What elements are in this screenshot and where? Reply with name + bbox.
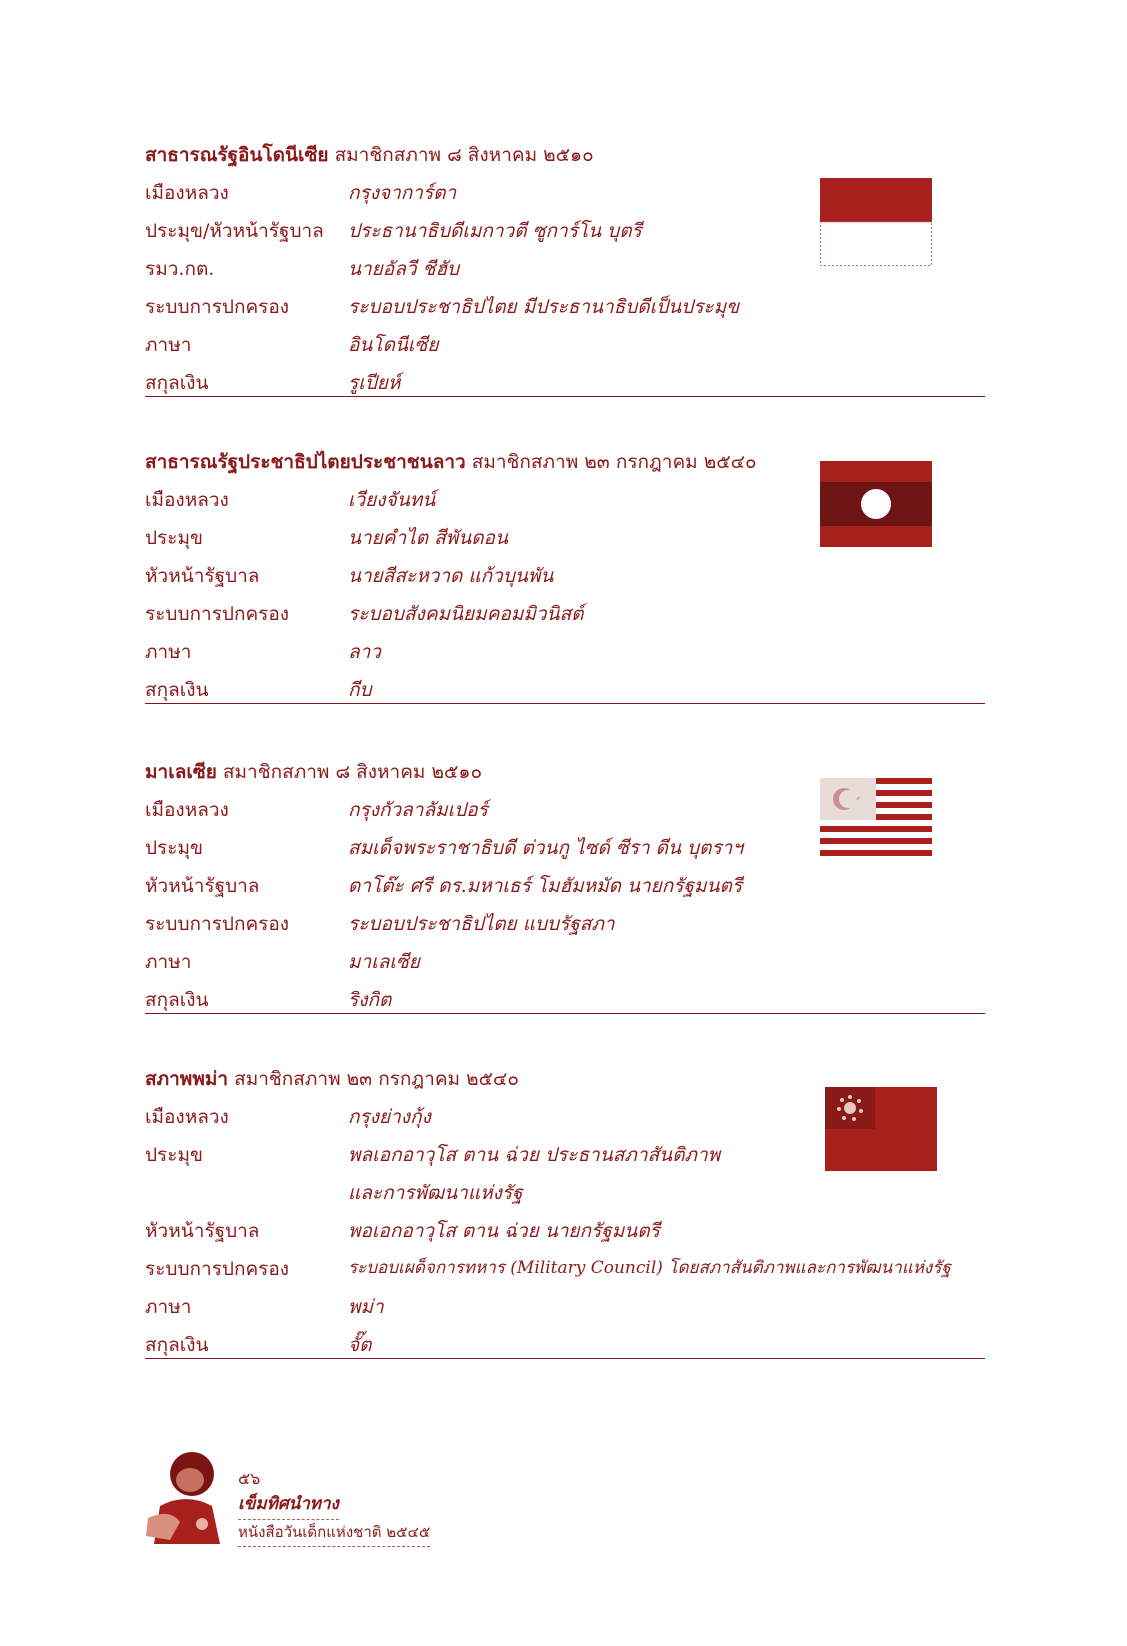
row-label: ประมุข	[145, 1144, 203, 1166]
myanmar-flag-icon	[825, 1087, 937, 1171]
section-divider	[145, 703, 985, 704]
row-label: ภาษา	[145, 334, 192, 356]
row-value: ประธานาธิบดีเมกาวตี ซูการ์โน บุตรี	[348, 220, 642, 242]
row-label: ประมุข	[145, 527, 203, 549]
book-subtitle: หนังสือวันเด็กแห่งชาติ ๒๕๔๕	[238, 1520, 430, 1547]
row-value: พม่า	[348, 1296, 384, 1318]
row-value: กรุงย่างกุ้ง	[348, 1106, 431, 1128]
row-label: สกุลเงิน	[145, 989, 209, 1011]
row-value: ระบอบสังคมนิยมคอมมิวนิสต์	[348, 603, 584, 625]
row-label: เมืองหลวง	[145, 799, 229, 821]
row-label: รมว.กต.	[145, 258, 215, 280]
child-illustration-icon	[140, 1448, 230, 1546]
country-name: สาธารณรัฐอินโดนีเซีย	[145, 144, 329, 166]
section-divider	[145, 396, 985, 397]
country-name: สาธารณรัฐประชาธิปไตยประชาชนลาว	[145, 451, 466, 473]
row-label: ประมุข	[145, 837, 203, 859]
membership-date: สมาชิกสภาพ ๒๓ กรกฎาคม ๒๕๔๐	[234, 1068, 519, 1090]
page-number: ๕๖	[238, 1469, 261, 1488]
row-label: สกุลเงิน	[145, 679, 209, 701]
row-value: นายคำไต สีพันดอน	[348, 527, 508, 549]
row-value: กรุงจาการ์ตา	[348, 182, 457, 204]
row-label: ภาษา	[145, 951, 192, 973]
row-value: เวียงจันทน์	[348, 489, 436, 511]
row-value: พอเอกอาวุโส ตาน ฉ่วย นายกรัฐมนตรี	[348, 1220, 660, 1242]
row-value: ริงกิต	[348, 989, 392, 1011]
row-label: ระบบการปกครอง	[145, 913, 290, 935]
row-label: ภาษา	[145, 1296, 192, 1318]
row-value: ระบอบประชาธิปไตย มีประธานาธิบดีเป็นประมุข	[348, 296, 740, 318]
row-label: เมืองหลวง	[145, 1106, 229, 1128]
section-divider	[145, 1013, 985, 1014]
row-value: นายอัลวี ชีฮับ	[348, 258, 460, 280]
book-title: เข็มทิศนำทาง	[238, 1490, 339, 1520]
row-value: นายสีสะหวาด แก้วบุนพัน	[348, 565, 554, 587]
membership-date: สมาชิกสภาพ ๒๓ กรกฎาคม ๒๕๔๐	[471, 451, 757, 473]
row-label: หัวหน้ารัฐบาล	[145, 1220, 260, 1242]
country-heading	[145, 757, 482, 787]
row-value: กีบ	[348, 679, 372, 701]
country-heading	[145, 447, 757, 477]
row-label: เมืองหลวง	[145, 182, 229, 204]
indonesia-flag-icon	[820, 178, 932, 266]
row-label: สกุลเงิน	[145, 1334, 209, 1356]
laos-flag-icon	[820, 461, 932, 547]
row-label: ระบบการปกครอง	[145, 296, 290, 318]
malaysia-flag-icon	[820, 778, 932, 862]
row-value: ลาว	[348, 641, 381, 663]
country-heading	[145, 1064, 519, 1094]
membership-date: สมาชิกสภาพ ๘ สิงหาคม ๒๕๑๐	[334, 144, 594, 166]
row-label: ระบบการปกครอง	[145, 1258, 290, 1280]
row-label: หัวหน้ารัฐบาล	[145, 875, 260, 897]
row-label: ระบบการปกครอง	[145, 603, 290, 625]
row-label: ภาษา	[145, 641, 192, 663]
row-value: ระบอบเผด็จการทหาร (Military Council) โดยสภาสันติภาพและการพัฒนาแห่งรัฐ	[348, 1258, 951, 1278]
row-value: และการพัฒนาแห่งรัฐ	[348, 1182, 523, 1204]
country-heading	[145, 140, 594, 170]
row-label: ประมุข/หัวหน้ารัฐบาล	[145, 220, 324, 242]
section-divider	[145, 1358, 985, 1359]
row-value: กรุงกัวลาลัมเปอร์	[348, 799, 488, 821]
row-value: อินโดนีเซีย	[348, 334, 439, 356]
row-value: จั๊ต	[348, 1334, 372, 1356]
row-label: สกุลเงิน	[145, 372, 209, 394]
row-label: หัวหน้ารัฐบาล	[145, 565, 260, 587]
country-name: สภาพพม่า	[145, 1068, 229, 1090]
row-value: รูเปียห์	[348, 372, 401, 394]
row-value: ระบอบประชาธิปไตย แบบรัฐสภา	[348, 913, 615, 935]
row-value: สมเด็จพระราชาธิบดี ต่วนกู ไซด์ ซีรา ดีน บุตราฯ	[348, 837, 743, 859]
row-value: มาเลเซีย	[348, 951, 420, 973]
row-value: พลเอกอาวุโส ตาน ฉ่วย ประธานสภาสันติภาพ	[348, 1144, 721, 1166]
row-label: เมืองหลวง	[145, 489, 229, 511]
row-value: ดาโต๊ะ ศรี ดร.มหาเธร์ โมฮัมหมัด นายกรัฐมนตรี	[348, 875, 743, 897]
country-name: มาเลเซีย	[145, 761, 217, 783]
membership-date: สมาชิกสภาพ ๘ สิงหาคม ๒๕๑๐	[222, 761, 483, 783]
